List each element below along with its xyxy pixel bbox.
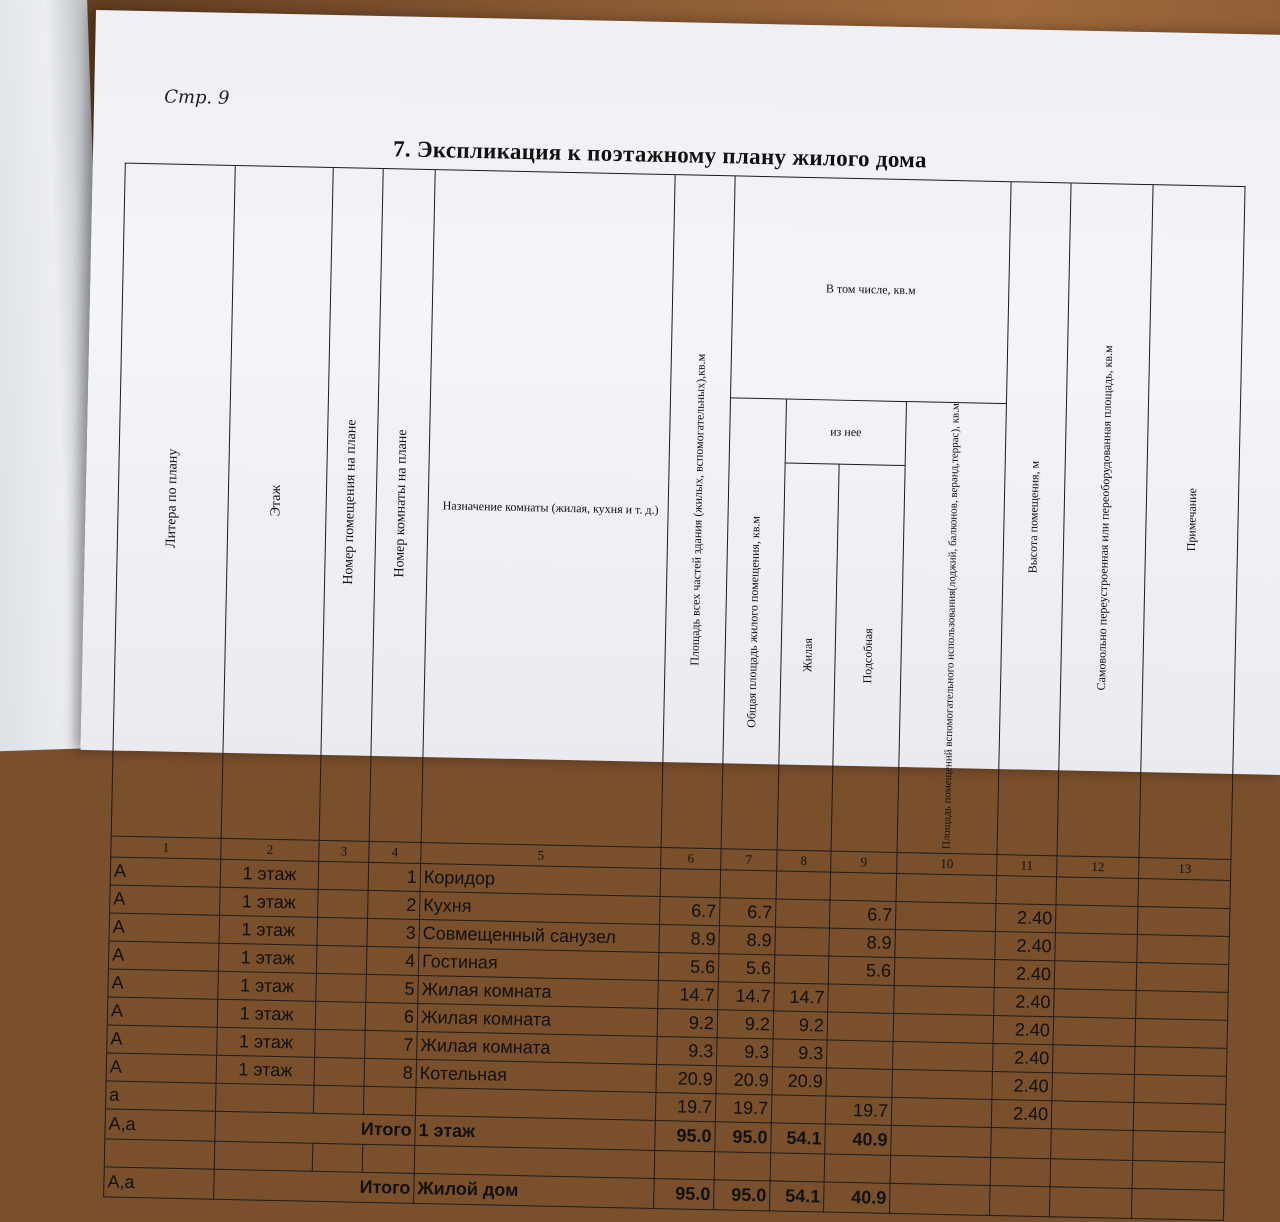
empty-cell	[1131, 1189, 1224, 1221]
header-floor: Этаж	[221, 165, 333, 840]
header-including: В том числе, кв.м	[731, 176, 1012, 404]
cell-floor: 1 этаж	[219, 915, 318, 945]
cell-auxiliary: 8.9	[829, 928, 896, 957]
cell-area-all: 19.7	[655, 1093, 716, 1122]
cell-room-no: 1	[368, 862, 421, 891]
cell-purpose: Совмещенный санузел	[419, 920, 660, 953]
cell-living	[775, 927, 830, 956]
header-area-all: Площадь всех частей здания (жилых, вспомогательных),кв.м	[661, 175, 735, 849]
cell-height: 2.40	[994, 960, 1055, 989]
cell-room-no: 2	[368, 890, 421, 919]
cell-floor: 1 этаж	[218, 971, 317, 1001]
cell-note	[1137, 935, 1230, 965]
cell-living: 9.2	[773, 1011, 828, 1040]
header-aux-premises: Площадь помещений вспомогательного использования(лоджий, балконов, веранд,террас), кв.м	[897, 402, 1006, 855]
empty-cell	[990, 1158, 1051, 1187]
cell-height: 2.40	[992, 1044, 1053, 1073]
cell-living	[776, 871, 831, 900]
cell-aux-premises	[891, 1097, 992, 1127]
cell-purpose: Жилая комната	[417, 1032, 658, 1065]
cell-liter: А	[110, 885, 221, 915]
cell-premise-no	[315, 1001, 366, 1030]
cell-premise-no	[313, 1085, 364, 1114]
cell-floor: 1 этаж	[220, 887, 319, 917]
empty-cell	[770, 1153, 825, 1182]
cell-living	[775, 899, 830, 928]
empty-cell	[891, 1125, 992, 1157]
cell-premise-no	[318, 861, 369, 890]
cell-aux-premises	[893, 1013, 994, 1043]
cell-room-no: 3	[367, 918, 420, 947]
cell-room-no: 4	[366, 946, 419, 975]
cell-room-no: 5	[366, 974, 419, 1003]
cell-auxiliary: 5.6	[828, 956, 895, 985]
total-liter: А,а	[105, 1109, 216, 1141]
cell-note	[1134, 1075, 1227, 1105]
header-purpose: Назначение комнаты (жилая, кухня и т. д.)	[421, 170, 675, 848]
total-liter: А,а	[104, 1167, 215, 1199]
cell-rebuilt	[1056, 877, 1139, 907]
total-area-all: 95.0	[654, 1179, 715, 1210]
cell-total-area	[720, 870, 777, 899]
total-name: 1 этаж	[415, 1115, 656, 1150]
cell-rebuilt	[1054, 989, 1137, 1019]
total-aux: 40.9	[825, 1124, 892, 1155]
empty-cell	[991, 1128, 1052, 1159]
header-height: Высота помещения, м	[997, 182, 1071, 856]
page-number: Стр. 9	[163, 86, 230, 109]
cell-aux-premises	[894, 957, 995, 987]
cell-height: 2.40	[992, 1072, 1053, 1101]
cell-total-area: 8.9	[719, 926, 776, 955]
cell-total-area: 19.7	[715, 1094, 772, 1123]
header-total-area: Общая площадь жилого помещения, кв.м	[721, 398, 786, 850]
cell-floor	[215, 1083, 314, 1113]
empty-cell	[1133, 1131, 1226, 1163]
cell-liter: А	[108, 941, 219, 971]
total-living: 54.1	[769, 1181, 824, 1212]
cell-premise-no	[318, 889, 369, 918]
cell-room-no: 7	[365, 1030, 418, 1059]
cell-living: 9.3	[773, 1039, 828, 1068]
cell-area-all: 8.9	[659, 925, 720, 954]
total-name: Жилой дом	[414, 1173, 655, 1208]
empty-cell	[654, 1151, 715, 1180]
cell-rebuilt	[1052, 1045, 1135, 1075]
total-area-all: 95.0	[655, 1121, 716, 1152]
cell-height: 2.40	[993, 1016, 1054, 1045]
cell-area-all: 9.3	[657, 1037, 718, 1066]
document-title: 7. Экспликация к поэтажному плану жилого дома	[392, 136, 928, 173]
cell-auxiliary: 6.7	[829, 900, 896, 929]
cell-note	[1136, 963, 1229, 993]
cell-liter: А	[110, 857, 221, 887]
empty-cell	[890, 1155, 991, 1185]
cell-aux-premises	[894, 985, 995, 1015]
cell-note	[1135, 1019, 1228, 1049]
cell-liter: А	[106, 1053, 217, 1083]
cell-height	[996, 876, 1057, 905]
empty-cell	[1132, 1161, 1225, 1191]
cell-purpose: Жилая комната	[417, 1004, 658, 1037]
cell-area-all: 9.2	[657, 1009, 718, 1038]
empty-cell	[214, 1141, 313, 1171]
cell-total-area: 20.9	[716, 1066, 773, 1095]
cell-height: 2.40	[991, 1100, 1052, 1129]
cell-purpose: Котельная	[416, 1060, 657, 1093]
cell-purpose: Кухня	[420, 892, 661, 925]
cell-area-all: 5.6	[658, 953, 719, 982]
cell-height: 2.40	[995, 904, 1056, 933]
cell-living: 14.7	[774, 983, 829, 1012]
header-living: Жилая	[777, 463, 839, 851]
cell-aux-premises	[892, 1069, 993, 1099]
cell-area-all: 14.7	[658, 981, 719, 1010]
cell-living	[771, 1095, 826, 1124]
cell-premise-no	[315, 1029, 366, 1058]
empty-cell	[889, 1183, 990, 1215]
cell-rebuilt	[1052, 1073, 1135, 1103]
cell-liter: А	[107, 1025, 218, 1055]
cell-floor: 1 этаж	[216, 1055, 315, 1085]
empty-cell	[824, 1154, 891, 1183]
total-label: Итого	[214, 1169, 415, 1203]
cell-note	[1137, 907, 1230, 937]
header-rebuilt: Самовольно переустроенная или переоборудованная площадь, кв.м	[1057, 183, 1153, 858]
cell-liter: А	[109, 913, 220, 943]
cell-rebuilt	[1051, 1101, 1134, 1131]
empty-cell	[312, 1143, 363, 1172]
cell-auxiliary	[826, 1068, 893, 1097]
cell-floor: 1 этаж	[217, 999, 316, 1029]
cell-auxiliary	[827, 1012, 894, 1041]
cell-purpose: Гостиная	[418, 948, 659, 981]
cell-auxiliary	[827, 1040, 894, 1069]
empty-cell	[362, 1144, 415, 1173]
total-total: 95.0	[714, 1180, 771, 1211]
empty-cell	[1051, 1129, 1134, 1161]
cell-rebuilt	[1053, 1017, 1136, 1047]
cell-premise-no	[316, 945, 367, 974]
explication-table	[103, 163, 1245, 1221]
cell-total-area: 9.2	[717, 1010, 774, 1039]
cell-liter: А	[108, 969, 219, 999]
cell-total-area: 6.7	[719, 898, 776, 927]
cell-floor: 1 этаж	[220, 859, 319, 889]
cell-total-area: 14.7	[718, 982, 775, 1011]
empty-cell	[714, 1152, 771, 1181]
cell-purpose: Коридор	[420, 864, 661, 897]
cell-auxiliary	[830, 872, 897, 901]
cell-total-area: 5.6	[718, 954, 775, 983]
cell-aux-premises	[895, 902, 996, 932]
cell-rebuilt	[1055, 905, 1138, 935]
cell-rebuilt	[1054, 961, 1137, 991]
empty-cell	[1049, 1187, 1132, 1219]
empty-cell	[989, 1186, 1050, 1217]
header-of-which: из нее	[785, 399, 906, 465]
cell-area-all: 6.7	[659, 897, 720, 926]
cell-liter: А	[107, 997, 218, 1027]
total-living: 54.1	[771, 1123, 826, 1154]
cell-premise-no	[314, 1057, 365, 1086]
cell-total-area: 9.3	[717, 1038, 774, 1067]
cell-floor: 1 этаж	[218, 943, 317, 973]
cell-aux-premises	[895, 930, 996, 960]
cell-height: 2.40	[995, 932, 1056, 961]
cell-premise-no	[317, 917, 368, 946]
cell-room-no: 6	[365, 1002, 418, 1031]
cell-note	[1134, 1047, 1227, 1077]
total-label: Итого	[215, 1111, 416, 1145]
header-note: Примечание	[1139, 185, 1245, 860]
cell-height: 2.40	[994, 988, 1055, 1017]
cell-purpose: Жилая комната	[418, 976, 659, 1009]
header-premise-no: Номер помещения на плане	[319, 168, 383, 842]
header-liter: Литера по плану	[111, 163, 235, 838]
cell-aux-premises	[892, 1041, 993, 1071]
cell-living: 20.9	[772, 1067, 827, 1096]
empty-cell	[104, 1139, 215, 1169]
cell-living	[774, 955, 829, 984]
header-room-no: Номер комнаты на плане	[369, 169, 435, 843]
cell-area-all	[660, 869, 721, 898]
cell-aux-premises	[896, 874, 997, 904]
cell-floor: 1 этаж	[217, 1027, 316, 1057]
document-page	[81, 10, 1280, 1208]
cell-area-all: 20.9	[656, 1065, 717, 1094]
total-aux: 40.9	[823, 1182, 890, 1213]
cell-liter: а	[105, 1081, 216, 1111]
total-total: 95.0	[715, 1122, 772, 1153]
column-number-row: 1 2 3 4 5 6 7 8 9 10 11 12 13	[111, 836, 1231, 880]
cell-rebuilt	[1055, 933, 1138, 963]
empty-cell	[1050, 1159, 1133, 1189]
cell-premise-no	[316, 973, 367, 1002]
cell-note	[1133, 1103, 1226, 1133]
cell-auxiliary	[828, 984, 895, 1013]
header-auxiliary: Подсобная	[831, 464, 905, 852]
cell-note	[1136, 991, 1229, 1021]
cell-room-no	[363, 1086, 416, 1115]
cell-room-no: 8	[364, 1058, 417, 1087]
cell-auxiliary: 19.7	[825, 1096, 892, 1125]
cell-note	[1138, 879, 1231, 909]
